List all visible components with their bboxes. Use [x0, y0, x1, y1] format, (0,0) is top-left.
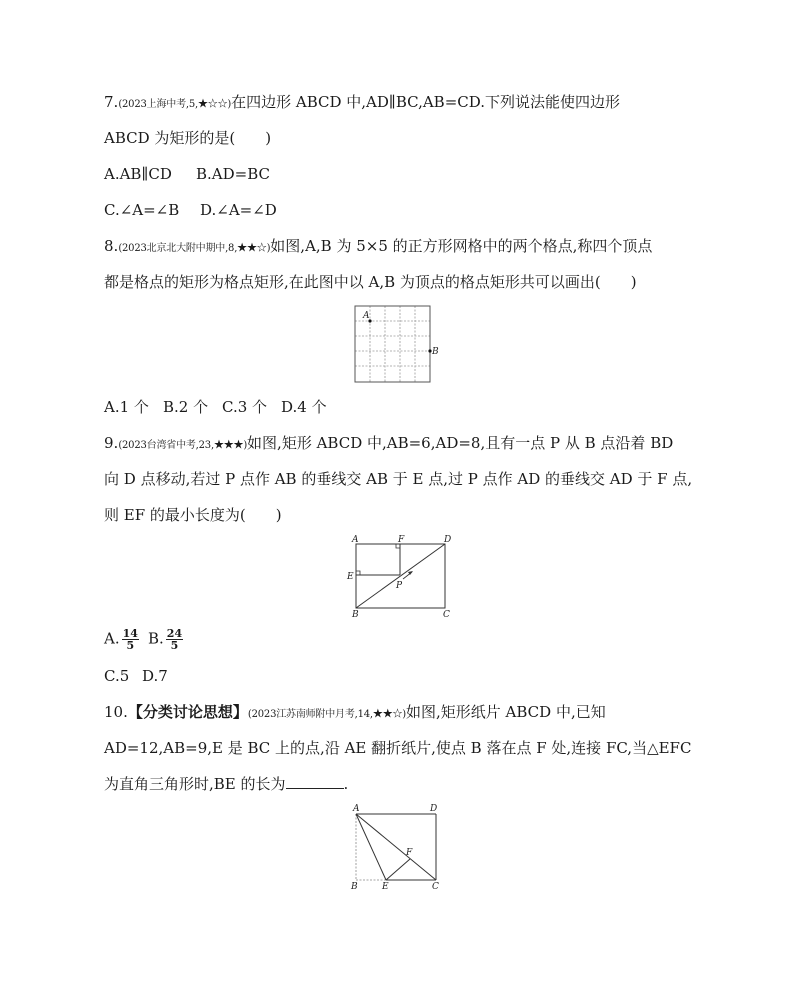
q7-stem-line2: ABCD 为矩形的是( ) — [104, 129, 272, 147]
q10-text1: 如图,矩形纸片 ABCD 中,已知 — [406, 703, 606, 721]
q9-label-d: D — [444, 535, 452, 545]
q9-label-c: C — [443, 610, 450, 620]
q7-text1: 在四边形 ABCD 中,AD∥BC,AB=CD.下列说法能使四边形 — [231, 93, 620, 111]
q10-answer-blank[interactable] — [286, 774, 344, 789]
q8-number: 8. — [104, 237, 119, 255]
q10-label-d: D — [430, 804, 438, 814]
q10-tag: 【分类讨论思想】 — [127, 703, 248, 721]
q10-paper-figure — [342, 800, 452, 892]
q10-label-c: C — [432, 882, 439, 892]
q7-option-d: D.∠A=∠D — [200, 201, 277, 219]
q9-option-a-numerator: 14 — [122, 627, 138, 640]
q9-option-b-prefix: B. — [148, 629, 164, 648]
q8-option-d: D.4 个 — [281, 398, 327, 416]
q7-source: (2023上海中考,5,★☆☆) — [118, 99, 232, 110]
q10-label-a: A — [353, 804, 360, 814]
q8-label-b: B — [432, 347, 439, 357]
q8-stem-line1 — [104, 236, 652, 259]
q9-option-c: C.5 — [104, 667, 130, 685]
q10-diagonal-ac — [356, 814, 436, 880]
q8-option-b: B.2 个 — [163, 398, 209, 416]
q9-stem-line2: 向 D 点移动,若过 P 点作 AB 的垂线交 AB 于 E 点,过 P 点作 AD 的垂线交 AD 于 F 点, — [104, 470, 693, 488]
q9-option-a-prefix: A. — [104, 629, 120, 648]
q10-stem-line3 — [104, 774, 348, 794]
q8-grid-figure — [350, 302, 440, 384]
q10-stem-line2: AD=12,AB=9,E 是 BC 上的点,沿 AE 翻折纸片,使点 B 落在点 F 处,连接 FC,当△EFC — [104, 739, 692, 757]
q9-option-b-numerator: 24 — [166, 627, 183, 640]
q10-stem-line1 — [104, 702, 606, 725]
q8-text1: 如图,A,B 为 5×5 的正方形网格中的两个格点,称四个顶点 — [270, 237, 653, 255]
q10-number: 10. — [104, 703, 128, 721]
q10-segment-ef — [386, 859, 410, 880]
q9-option-b-fraction — [166, 628, 183, 651]
q9-right-angle-e — [356, 571, 360, 575]
q10-label-b: B — [351, 882, 358, 892]
q10-label-e: E — [382, 882, 389, 892]
q9-text1: 如图,矩形 ABCD 中,AB=6,AD=8,且有一点 P 从 B 点沿着 BD — [247, 434, 674, 452]
q9-option-a-denominator: 5 — [126, 639, 135, 652]
q9-label-f: F — [398, 535, 405, 545]
q9-label-p: P — [396, 581, 403, 591]
q7-number: 7. — [104, 93, 119, 111]
q10-label-f: F — [406, 848, 413, 858]
q10-source: (2023江苏南师附中月考,14,★★☆) — [247, 709, 407, 720]
q9-rectangle-figure — [340, 532, 460, 622]
q9-option-d: D.7 — [142, 667, 168, 685]
q9-number: 9. — [104, 434, 119, 452]
q9-label-e: E — [347, 572, 354, 582]
q9-option-b-denominator: 5 — [170, 639, 179, 652]
q9-label-a: A — [352, 535, 359, 545]
q10-text3-end: . — [343, 775, 349, 793]
q7-option-b: B.AD=BC — [196, 165, 270, 183]
q10-text3: 为直角三角形时,BE 的长为 — [104, 775, 286, 793]
q8-option-a: A.1 个 — [104, 398, 149, 416]
q10-fold-ae — [356, 814, 386, 880]
q7-option-c: C.∠A=∠B — [104, 201, 180, 219]
q8-stem-line2: 都是格点的矩形为格点矩形,在此图中以 A,B 为顶点的格点矩形共可以画出( ) — [104, 273, 637, 291]
q9-option-a — [104, 628, 141, 651]
q8-source: (2023北京北大附中期中,8,★★☆) — [118, 243, 271, 254]
q7-option-a: A.AB∥CD — [104, 165, 172, 183]
q8-label-a: A — [363, 311, 370, 321]
q8-option-c: C.3 个 — [222, 398, 268, 416]
q9-option-b — [148, 628, 185, 651]
q9-stem-line3: 则 EF 的最小长度为( ) — [104, 506, 282, 524]
q9-option-a-fraction — [122, 628, 139, 651]
q9-source: (2023台湾省中考,23,★★★) — [118, 440, 248, 451]
q9-stem-line1 — [104, 433, 673, 456]
q7-stem-line1 — [104, 92, 620, 115]
q9-label-b: B — [352, 610, 359, 620]
